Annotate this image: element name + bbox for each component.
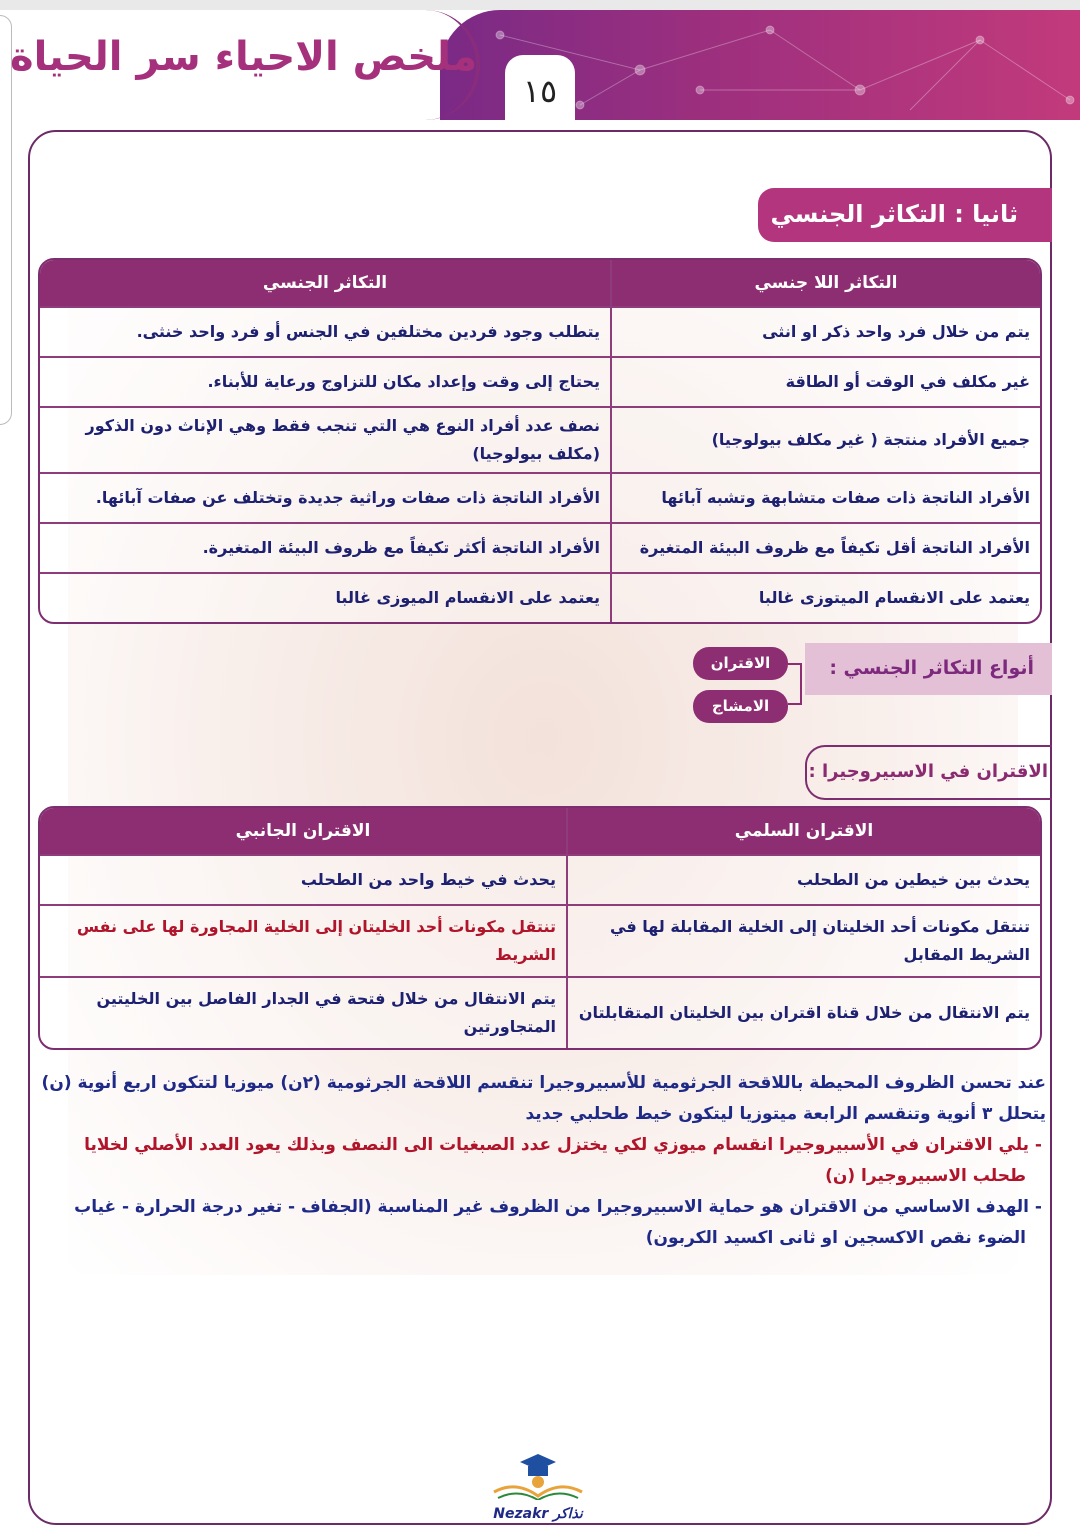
table-row: [40, 306, 1040, 356]
conjugation-table: [38, 806, 1042, 1050]
column-header: التكاثر اللا جنسي: [612, 260, 1040, 306]
table-cell: يحدث في خيط واحد من الطحلب: [40, 854, 568, 904]
table-cell: الأفراد الناتجة أقل تكيفاً مع ظروف البيئة المتغيرة: [612, 522, 1040, 572]
bullet-note: - يلي الاقتران في الأسبيروجيرا انقسام ميوزي لكي يختزل عدد الصبغيات الى النصف وبذلك يعود العدد الأصلي لخلايا طحلب الاسبيروجيرا (ن): [84, 1135, 1042, 1186]
table-cell: يتم الانتقال من خلال قناة اقتران بين الخليتان المتقابلتان: [568, 976, 1040, 1048]
graduation-book-icon: [488, 1452, 588, 1500]
table-cell: نصف عدد أفراد النوع هي التي تنجب فقط وهي الإناث دون الذكور (مكلف بيولوجيا): [40, 406, 612, 472]
page-number: ١٥: [505, 55, 575, 121]
table-cell: الأفراد الناتجة ذات صفات وراثية جديدة وتختلف عن صفات آبائها.: [40, 472, 612, 522]
logo-text: Nezakr نذاكر: [493, 1506, 583, 1522]
column-header: الاقتران السلمي: [568, 808, 1040, 854]
table-cell: الأفراد الناتجة ذات صفات متشابهة وتشبه آبائها: [612, 472, 1040, 522]
top-bar: [0, 0, 1080, 10]
document-title: ملخص الاحياء سر الحياة: [10, 34, 478, 80]
table-cell: يحتاج إلى وقت وإعداد مكان للتزاوج ورعاية للأبناء.: [40, 356, 612, 406]
notes: [36, 1068, 1046, 1254]
section-heading: ثانيا : التكاثر الجنسي: [758, 188, 1052, 242]
table-row: [40, 854, 1040, 904]
table-cell: جميع الأفراد منتجة ( غير مكلف بيولوجيا): [612, 406, 1040, 472]
conjugation-heading: الاقتران في الاسبيروجيرا :: [805, 745, 1052, 800]
connector-bracket: [788, 663, 802, 705]
table-row: [40, 356, 1040, 406]
table-cell: يعتمد على الانقسام الميوزى غالبا: [40, 572, 612, 622]
table-cell: يتم الانتقال من خلال فتحة في الجدار الفاصل بين الخليتين المتجاورتين: [40, 976, 568, 1048]
type-pill-gametes: الامشاج: [693, 690, 788, 723]
logo: [488, 1452, 588, 1524]
paragraph: عند تحسن الظروف المحيطة باللاقحة الجرثومية للأسبيروجيرا تنقسم اللاقحة الجرثومية (٢ن) ميوزيا لتتكون اربع أنوية (ن) يتحلل ٣ أنوية وتنقسم الرابعة ميتوزيا ليتكون خيط طحلبي جديد: [41, 1073, 1046, 1124]
table-row: [40, 472, 1040, 522]
table-cell: غير مكلف في الوقت أو الطاقة: [612, 356, 1040, 406]
table-cell: يتطلب وجود فردين مختلفين في الجنس أو فرد واحد خنثى.: [40, 306, 612, 356]
column-header: التكاثر الجنسي: [40, 260, 612, 306]
table-cell: يعتمد على الانقسام الميتوزى غالبا: [612, 572, 1040, 622]
type-pill-conjugation: الاقتران: [693, 647, 788, 680]
table-row: [40, 572, 1040, 622]
table-row: [40, 976, 1040, 1048]
bullet-note: - الهدف الاساسي من الاقتران هو حماية الاسبيروجيرا من الظروف غير المناسبة (الجفاف - تغير درجة الحرارة - غياب الضوء نقص الاكسجين او ثانى اكسيد الكربون): [74, 1197, 1042, 1248]
table-row: [40, 522, 1040, 572]
table-cell: يحدث بين خيطين من الطحلب: [568, 854, 1040, 904]
comparison-table: [38, 258, 1042, 624]
table-row: [40, 406, 1040, 472]
table-cell: يتم من خلال فرد واحد ذكر او انثى: [612, 306, 1040, 356]
table-cell: تنتقل مكونات أحد الخليتان إلى الخلية المقابلة لها في الشريط المقابل: [568, 904, 1040, 976]
table-cell: تنتقل مكونات أحد الخليتان إلى الخلية المجاورة لها على نفس الشريط: [40, 904, 568, 976]
table-cell: الأفراد الناتجة أكثر تكيفاً مع ظروف البيئة المتغيرة.: [40, 522, 612, 572]
table-row: [40, 904, 1040, 976]
types-label: أنواع التكاثر الجنسي :: [805, 643, 1052, 695]
column-header: الاقتران الجانبي: [40, 808, 568, 854]
